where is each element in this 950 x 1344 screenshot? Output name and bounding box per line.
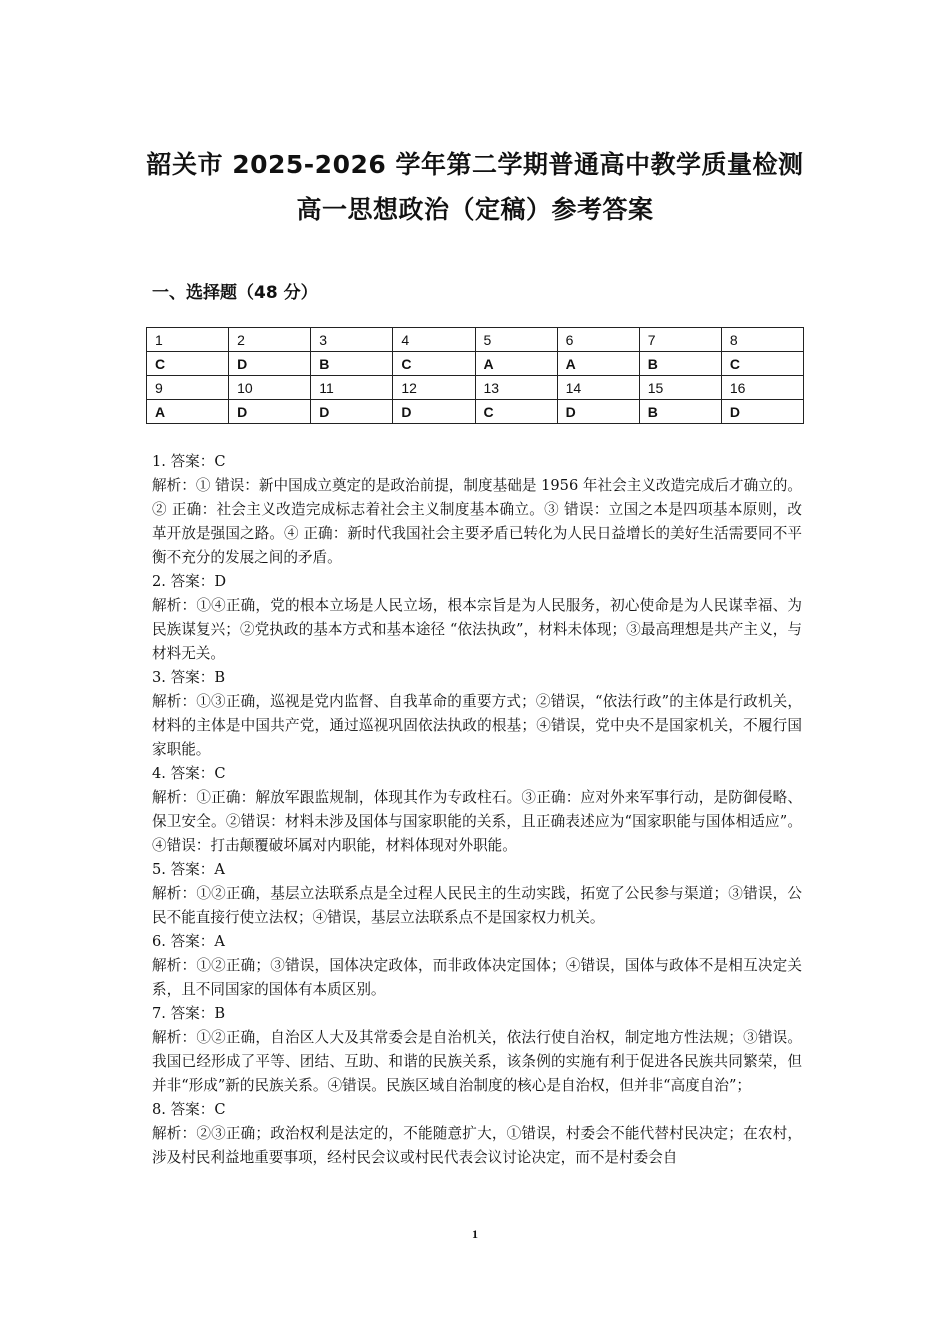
answer-cell: D xyxy=(311,400,393,424)
explanation-paragraph: 解析：①③正确，巡视是党内监督、自我革命的重要方式；②错误，“依法行政”的主体是行政机关，材料的主体是中国共产党，通过巡视巩固依法执政的根基；④错误，党中央不是国家机关，不履行国家职能。 xyxy=(152,693,802,758)
answer-line: 6. 答案：A xyxy=(152,933,225,950)
document-subtitle: 高一思想政治（定稿）参考答案 xyxy=(296,195,654,224)
explanation-paragraph: 解析：②③正确；政治权利是法定的，不能随意扩大，①错误，村委会不能代替村民决定；在农村，涉及村民利益地重要事项，经村民会议或村民代表会议讨论决定，而不是村委会自 xyxy=(152,1125,802,1166)
answer-cell: B xyxy=(639,400,721,424)
question-number-cell: 8 xyxy=(721,328,803,352)
answer-line: 8. 答案：C xyxy=(152,1101,226,1118)
question-number-cell: 11 xyxy=(311,376,393,400)
section-heading: 一、选择题（48 分） xyxy=(152,283,318,303)
page-number: 1 xyxy=(472,1227,478,1241)
explanation-paragraph: 解析：①②正确，基层立法联系点是全过程人民民主的生动实践，拓宽了公民参与渠道；③错误，公民不能直接行使立法权；④错误，基层立法联系点不是国家权力机关。 xyxy=(152,885,802,926)
answer-cell: C xyxy=(475,400,557,424)
answer-row xyxy=(147,352,804,376)
answer-cell: C xyxy=(721,352,803,376)
answer-cell: D xyxy=(557,400,639,424)
question-number-cell: 15 xyxy=(639,376,721,400)
answer-cell: B xyxy=(639,352,721,376)
explanation-paragraph: 解析：①④正确，党的根本立场是人民立场，根本宗旨是为人民服务，初心使命是为人民谋幸福、为民族谋复兴；②党执政的基本方式和基本途径 “依法执政”，材料未体现；③最高理想是共产主义，与材料无关。 xyxy=(152,597,802,662)
document-title: 韶关市 2025-2026 学年第二学期普通高中教学质量检测 xyxy=(146,150,804,179)
question-number-cell: 7 xyxy=(639,328,721,352)
question-number-cell: 14 xyxy=(557,376,639,400)
answer-cell: C xyxy=(147,352,229,376)
question-number-cell: 9 xyxy=(147,376,229,400)
question-number-cell: 4 xyxy=(393,328,475,352)
answer-line: 1. 答案：C xyxy=(152,453,226,470)
explanation-paragraph: 解析：①②正确；③错误，国体决定政体，而非政体决定国体；④错误，国体与政体不是相互决定关系，且不同国家的国体有本质区别。 xyxy=(152,957,802,998)
explanation-paragraph: 解析：① 错误：新中国成立奠定的是政治前提，制度基础是 1956 年社会主义改造完成后才确立的。② 正确：社会主义改造完成标志着社会主义制度基本确立。③ 错误：立国之本是四项基本原则，改革开放是强国之路。④ 正确：新时代我国社会主要矛盾已转化为人民日益增长的美好生活需要同不平衡不充分的发展之间的矛盾。 xyxy=(152,477,802,566)
answer-cell: C xyxy=(393,352,475,376)
answer-line: 7. 答案：B xyxy=(152,1005,226,1022)
answer-cell: A xyxy=(147,400,229,424)
answer-line: 5. 答案：A xyxy=(152,861,225,878)
question-number-row xyxy=(147,328,804,352)
question-number-cell: 10 xyxy=(229,376,311,400)
question-number-cell: 2 xyxy=(229,328,311,352)
answer-cell: D xyxy=(393,400,475,424)
answer-cell: B xyxy=(311,352,393,376)
answer-line: 2. 答案：D xyxy=(152,573,227,590)
explanation-paragraph: 解析：①②正确，自治区人大及其常委会是自治机关，依法行使自治权，制定地方性法规；③错误。我国已经形成了平等、团结、互助、和谐的民族关系，该条例的实施有利于促进各民族共同繁荣，但并非“形成”新的民族关系。④错误。民族区域自治制度的核心是自治权，但并非“高度自治”； xyxy=(152,1029,802,1094)
explanation-paragraph: 解析：①正确：解放军跟监规制，体现其作为专政柱石。③正确：应对外来军事行动，是防御侵略、保卫安全。②错误：材料未涉及国体与国家职能的关系，且正确表述应为“国家职能与国体相适应”。④错误：打击颠覆破坏属对内职能，材料体现对外职能。 xyxy=(152,789,802,854)
answer-cell: A xyxy=(475,352,557,376)
question-number-cell: 6 xyxy=(557,328,639,352)
question-number-cell: 1 xyxy=(147,328,229,352)
answer-cell: D xyxy=(229,400,311,424)
question-number-cell: 16 xyxy=(721,376,803,400)
question-number-cell: 3 xyxy=(311,328,393,352)
question-number-cell: 5 xyxy=(475,328,557,352)
answer-row xyxy=(147,400,804,424)
answer-cell: D xyxy=(721,400,803,424)
answer-cell: A xyxy=(557,352,639,376)
question-number-cell: 12 xyxy=(393,376,475,400)
answer-explanations xyxy=(152,450,802,1170)
question-number-cell: 13 xyxy=(475,376,557,400)
question-number-row xyxy=(147,376,804,400)
answer-line: 3. 答案：B xyxy=(152,669,226,686)
answer-table xyxy=(146,327,804,424)
answer-line: 4. 答案：C xyxy=(152,765,226,782)
answer-cell: D xyxy=(229,352,311,376)
